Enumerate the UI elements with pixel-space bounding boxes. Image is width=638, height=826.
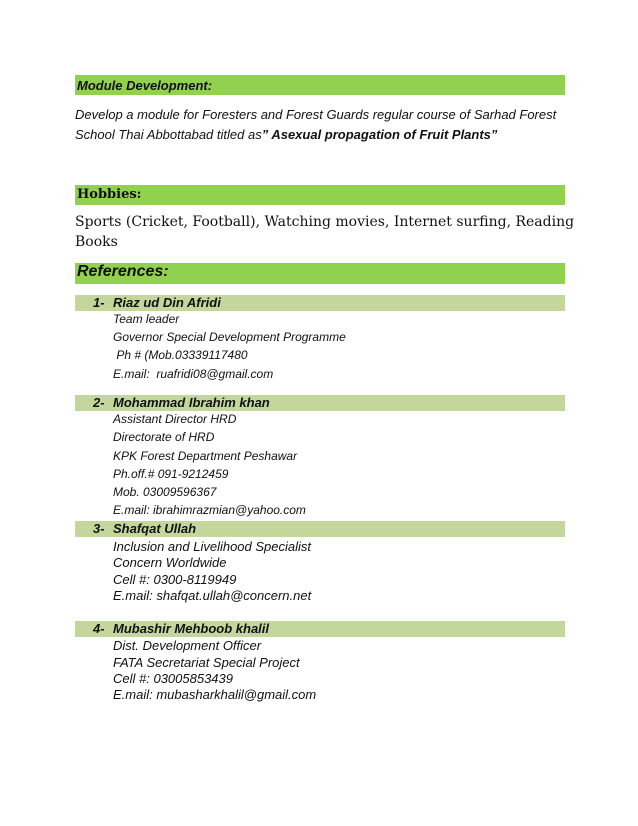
reference-2-name: Mohammad Ibrahim khan xyxy=(113,395,270,410)
references-heading-bar xyxy=(75,263,565,284)
reference-1-line: E.mail: ruafridi08@gmail.com xyxy=(113,367,274,381)
reference-4-number: 4- xyxy=(93,621,105,636)
module-line-1: Develop a module for Foresters and Forest Guards regular course of Sarhad Forest xyxy=(75,107,557,122)
reference-2-line: Assistant Director HRD xyxy=(113,412,237,426)
reference-1-number: 1- xyxy=(93,295,105,310)
reference-2-line: Ph.off.# 091-9212459 xyxy=(113,467,229,481)
reference-1-line: Governor Special Development Programme xyxy=(113,330,346,344)
references-heading: References: xyxy=(77,263,169,280)
module-development-heading-bar xyxy=(75,75,565,95)
reference-2-line: Mob. 03009596367 xyxy=(113,485,217,499)
reference-3-line: Inclusion and Livelihood Specialist xyxy=(113,539,312,554)
reference-4-header xyxy=(75,621,565,637)
reference-2-header xyxy=(75,395,565,411)
reference-4-line: FATA Secretariat Special Project xyxy=(113,655,300,670)
reference-2-line: E.mail: ibrahimrazmian@yahoo.com xyxy=(113,503,306,517)
module-line-2-prefix: School Thai Abbottabad titled as xyxy=(75,127,262,142)
reference-3-line: E.mail: shafqat.ullah@concern.net xyxy=(113,588,312,603)
reference-3-line: Cell #: 0300-8119949 xyxy=(113,572,237,587)
reference-1-name: Riaz ud Din Afridi xyxy=(113,295,221,310)
module-title-bold: ” Asexual propagation of Fruit Plants” xyxy=(261,127,498,142)
reference-3-name: Shafqat Ullah xyxy=(113,521,197,536)
reference-4-line: Cell #: 03005853439 xyxy=(113,671,233,686)
reference-2-number: 2- xyxy=(93,395,105,410)
reference-1-line: Team leader xyxy=(113,312,180,326)
reference-1-header xyxy=(75,295,565,311)
reference-4-line: E.mail: mubasharkhalil@gmail.com xyxy=(113,687,317,702)
reference-4-line: Dist. Development Officer xyxy=(113,638,262,653)
reference-1-line: Ph # (Mob.03339117480 xyxy=(113,348,248,362)
hobbies-line-2: Books xyxy=(75,234,118,250)
hobbies-heading-bar xyxy=(75,185,565,205)
reference-3-line: Concern Worldwide xyxy=(113,555,227,570)
hobbies-heading: Hobbies: xyxy=(77,187,142,202)
reference-4-name: Mubashir Mehboob khalil xyxy=(113,621,270,636)
reference-3-header xyxy=(75,521,565,537)
reference-2-line: KPK Forest Department Peshawar xyxy=(113,449,298,463)
module-development-heading: Module Development: xyxy=(77,78,213,93)
hobbies-line-1: Sports (Cricket, Football), Watching movies, Internet surfing, Reading xyxy=(75,214,575,230)
reference-3-number: 3- xyxy=(93,521,105,536)
reference-2-line: Directorate of HRD xyxy=(113,430,215,444)
module-line-2 xyxy=(75,127,497,142)
